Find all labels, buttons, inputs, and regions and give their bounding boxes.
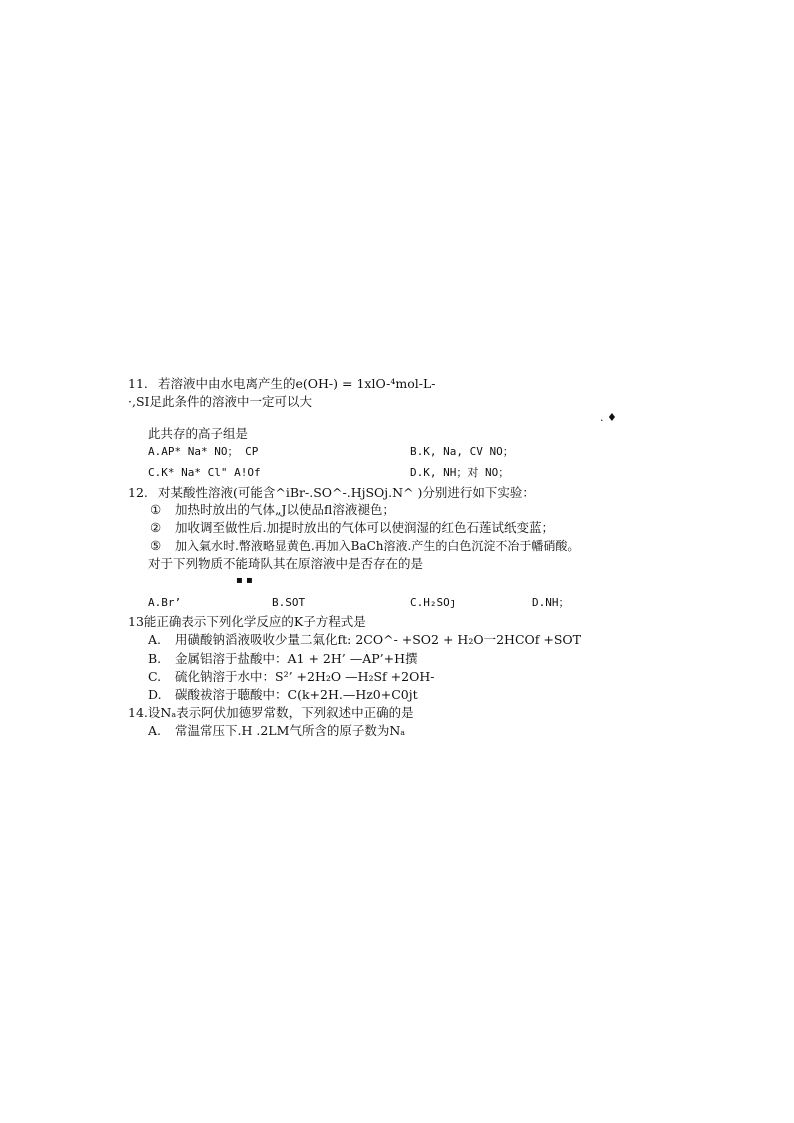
q12-step2-marker: ② bbox=[150, 520, 162, 535]
emphasis-dots: ▪ ▪ bbox=[236, 575, 253, 586]
q14-option-a-label: A. bbox=[148, 723, 162, 738]
q11-stem-line1: 若溶液中由水电离产生的e(OH-) = 1xlO-⁴mol-L- bbox=[158, 376, 436, 391]
q12-option-a: A.Br’ bbox=[148, 596, 182, 609]
q12-option-b: B.SOT bbox=[272, 596, 306, 609]
q12-stem: 对某酸性溶液(可能含^iBr-.SO^-.HjSOj.N^ )分别进行如下实验： bbox=[158, 485, 535, 500]
q12-step3-text: 加入氣水时.幣液略显黄色.再加入BaCh溶液.产生的白色沉淀不冶于幡硝酸。 bbox=[175, 539, 580, 553]
q11-number: 11. bbox=[128, 376, 148, 391]
q14-stem: 14.设Nₐ表示阿伏加德罗常数，下列叙述中正确的是 bbox=[128, 705, 414, 720]
q12-step1-marker: ① bbox=[150, 502, 162, 517]
q13-option-c-label: C. bbox=[148, 669, 162, 684]
q11-stem-line2: ·,SI足此条件的溶液中一定可以大 bbox=[128, 394, 312, 409]
q12-option-c: C.H₂SOȷ bbox=[410, 596, 457, 609]
q12-step3-marker: ⑤ bbox=[150, 538, 162, 553]
q13-option-a-label: A. bbox=[148, 632, 162, 647]
q11-option-d: D.K, NH；对 NO； bbox=[410, 466, 510, 479]
q12-step2-text: 加收调至做性后.加提时放出的气体可以使润湿的红色石莲试纸变蓝； bbox=[175, 520, 554, 535]
q13-stem: 13能正确表示下列化学反应的K子方程式是 bbox=[128, 614, 366, 629]
q13-option-c-text: 硫化钠溶于水中：S²’ +2H₂O —H₂Sf +2OH- bbox=[175, 669, 435, 684]
q13-option-b-text: 金属铝溶于盐酸中：A1 + 2H’ —AP’+H撰 bbox=[175, 651, 418, 666]
q12-question: 对于下列物质不能琦队其在原溶液中是否存在的是 bbox=[148, 556, 424, 571]
q11-option-c: C.K* Na* Cl" A!Of bbox=[148, 466, 261, 479]
q14-option-a-text: 常温常压下.H .2LM气所含的原子数为Nₐ bbox=[175, 723, 406, 738]
q13-option-d-text: 碳酸祓溶于聴酸中：C(k+2H.—Hz0+C0jt bbox=[175, 687, 418, 702]
q13-option-b-label: B. bbox=[148, 651, 162, 666]
q11-option-a: A.AP* Na* NO； CP bbox=[148, 445, 259, 458]
q11-stem-line3: 此共存的高子组是 bbox=[148, 426, 249, 441]
stray-marks: . ♦ bbox=[600, 411, 617, 424]
q12-number: 12. bbox=[128, 485, 148, 500]
q13-option-a-text: 用磺酸钠滔液吸收少量二氣化ft: 2CO^- +SO2 + H₂O一2HCOf +SOT bbox=[175, 632, 581, 647]
q12-step1-text: 加热时放出的气体„J以使品fl溶液褪色； bbox=[175, 502, 395, 517]
q13-option-d-label: D. bbox=[148, 687, 162, 702]
q12-option-d: D.NH； bbox=[532, 596, 570, 609]
q11-option-b: B.K, Na, CV NO； bbox=[410, 445, 514, 458]
